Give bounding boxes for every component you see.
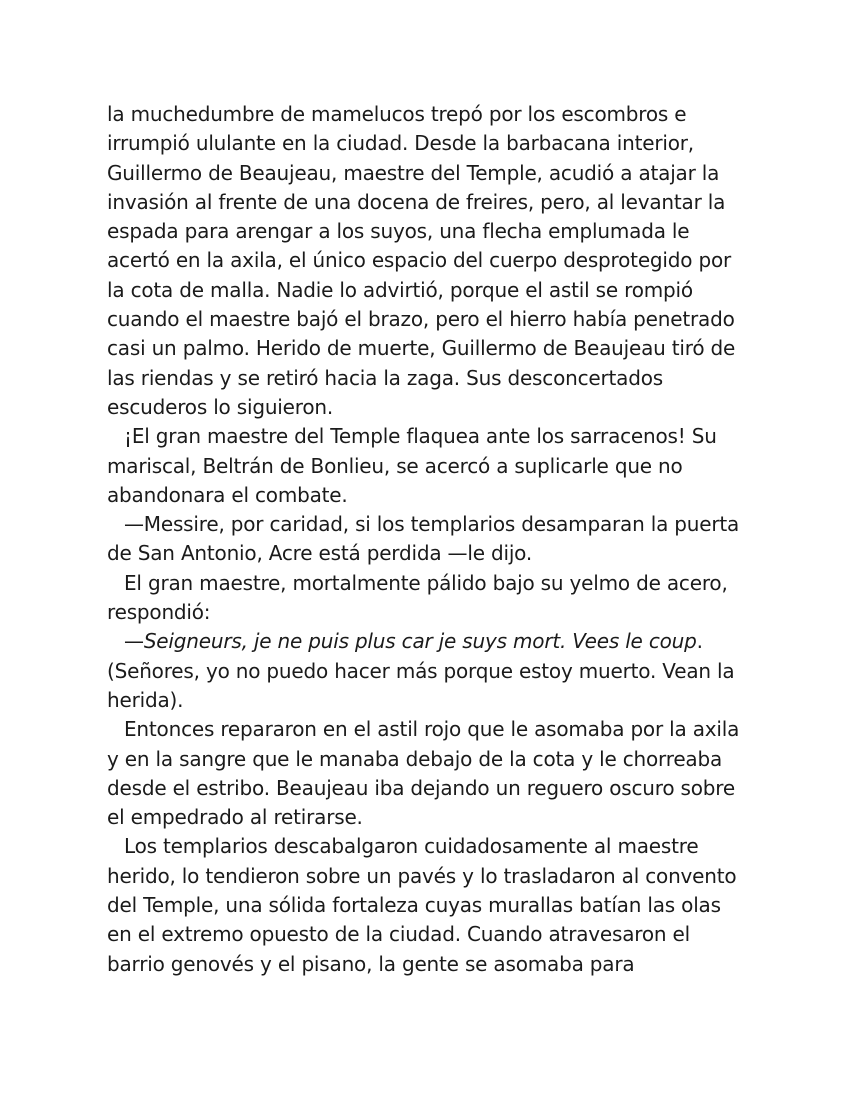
text-segment: desde el estribo. Beaujeau iba dejando un reguero oscuro sobre [107,775,735,800]
text-line [107,510,767,539]
text-line [107,129,767,158]
text-segment: invasión al frente de una docena de freires, pero, al levantar la [107,189,726,214]
text-segment: en el extremo opuesto de la ciudad. Cuando atravesaron el [107,922,691,947]
text-line [107,452,767,481]
text-segment: casi un palmo. Herido de muerte, Guillermo de Beaujeau tiró de [107,336,736,361]
text-line [107,950,767,979]
text-segment: las riendas y se retiró hacia la zaga. Sus desconcertados [107,365,663,390]
text-segment: mariscal, Beltrán de Bonlieu, se acercó a suplicarle que no [107,453,683,478]
text-line [107,246,767,275]
text-segment: de San Antonio, Acre está perdida —le dijo. [107,541,533,566]
text-segment: del Temple, una sólida fortaleza cuyas murallas batían las olas [107,893,721,918]
text-segment: irrumpió ululante en la ciudad. Desde la barbacana interior, [107,131,694,156]
text-line [107,920,767,949]
text-segment: barrio genovés y el pisano, la gente se asomaba para [107,951,635,976]
text-line [107,745,767,774]
text-line [107,569,767,598]
text-line [107,481,767,510]
text-segment: espada para arengar a los suyos, una flecha emplumada le [107,219,690,244]
text-segment: cuando el maestre bajó el brazo, pero el hierro había penetrado [107,307,735,332]
text-line [107,657,767,686]
text-segment: herido, lo tendieron sobre un pavés y lo trasladaron al convento [107,863,737,888]
text-line [107,188,767,217]
text-line [107,217,767,246]
text-segment: y en la sangre que le manaba debajo de la cota y le chorreaba [107,746,723,771]
page-text [107,100,767,979]
text-line [107,364,767,393]
text-segment: el empedrado al retirarse. [107,805,363,830]
text-line [107,832,767,861]
text-segment: Los templarios descabalgaron cuidadosamente al maestre [124,834,699,859]
text-segment: la muchedumbre de mamelucos trepó por los escombros e [107,102,687,126]
text-segment: acertó en la axila, el único espacio del cuerpo desprotegido por [107,248,732,273]
text-line [107,539,767,568]
text-segment: abandonara el combate. [107,482,348,507]
text-segment: Entonces repararon en el astil rojo que le asomaba por la axila [124,717,740,742]
text-line [107,393,767,422]
text-segment: la cota de malla. Nadie lo advirtió, porque el astil se rompió [107,277,693,302]
text-segment: —Messire, por caridad, si los templarios desamparan la puerta [124,512,740,537]
text-line [107,334,767,363]
text-line [107,891,767,920]
text-line [107,159,767,188]
italic-text-segment: Seigneurs, je ne puis plus car je suys mort. Vees le coup [143,629,697,654]
text-line [107,627,767,656]
text-segment: . [696,629,703,654]
text-line [107,803,767,832]
text-line [107,598,767,627]
text-segment: — [124,629,144,654]
text-line [107,305,767,334]
text-segment: ¡El gran maestre del Temple flaquea ante los sarracenos! Su [124,424,717,449]
text-segment: respondió: [107,600,211,625]
text-segment: El gran maestre, mortalmente pálido bajo su yelmo de acero, [124,570,728,595]
text-line [107,100,767,129]
text-segment: (Señores, yo no puedo hacer más porque estoy muerto. Vean la [107,658,735,683]
text-segment: herida). [107,687,184,712]
text-segment: escuderos lo siguieron. [107,394,334,419]
text-line [107,686,767,715]
text-line [107,715,767,744]
text-line [107,862,767,891]
text-line [107,774,767,803]
text-line [107,422,767,451]
text-segment: Guillermo de Beaujeau, maestre del Temple, acudió a atajar la [107,160,720,185]
text-line [107,276,767,305]
